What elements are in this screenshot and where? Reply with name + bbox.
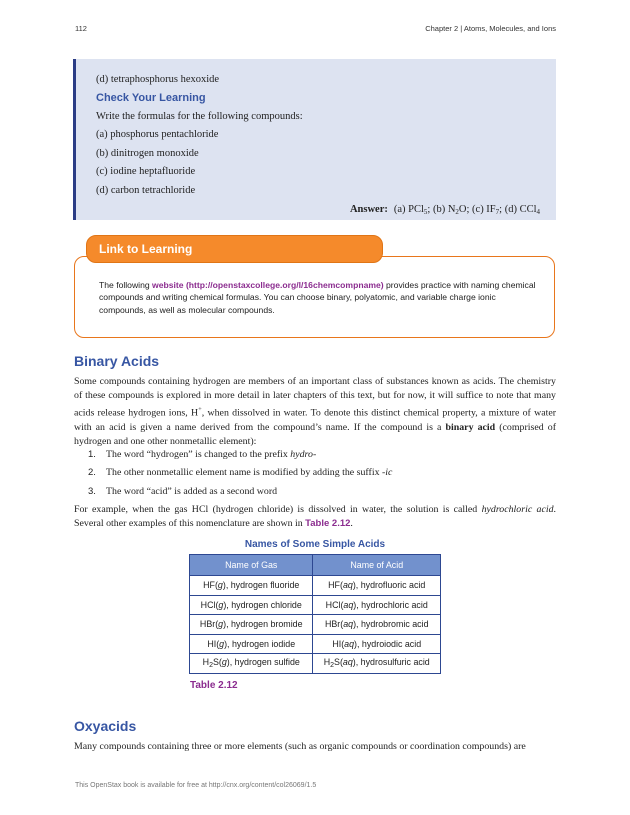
answer-label: Answer: <box>349 204 388 215</box>
table-reference-link[interactable]: Table 2.12 <box>305 518 351 530</box>
acid-cell: HI(aq), hydroiodic acid <box>313 634 441 654</box>
table-caption: Table 2.12 <box>190 680 238 691</box>
acid-cell: $H_2S(aq)$, hydrosulfuric acid <box>313 654 441 674</box>
gas-cell: HCl(g), hydrogen chloride <box>190 595 313 615</box>
answer-line: Answer: (a) PCl$_5$; (b) $N_2O$; (c) $IF_7$; (d) CCl$_4$ <box>349 204 540 216</box>
gas-cell: HF(g), hydrogen fluoride <box>190 576 313 596</box>
link-to-learning-box <box>74 256 555 338</box>
binary-acids-paragraph: Some compounds containing hydrogen are members of an important class of substances known as acids. The chemistry of these compounds is explored in more detail in later chapters of this text, but for now, it will suffice to note that many acids release hydrogen ions, H+, when dissolved in water. To denote this distinct chemical property, a mixture of water with an acid is given a name derived from the compound’s name. If the compound is a binary acid (comprised of hydrogen and one other nonmetallic element): <box>74 376 556 447</box>
binary-acids-heading: Binary Acids <box>74 353 160 369</box>
gas-cell: HI(g), hydrogen iodide <box>190 634 313 654</box>
oxyacids-heading: Oxyacids <box>74 718 137 734</box>
acid-cell: HBr(aq), hydrobromic acid <box>313 615 441 635</box>
check-prompt: Write the formulas for the following compounds: <box>96 111 303 122</box>
footer-text: This OpenStax book is available for free at http://cnx.org/content/col26069/1.5 <box>75 782 317 789</box>
table-row <box>190 654 441 674</box>
page-number: 112 <box>75 24 87 33</box>
table-row <box>190 595 441 615</box>
acid-cell: HF(aq), hydrofluoric acid <box>313 576 441 596</box>
check-item-a: (a) phosphorus pentachloride <box>96 129 219 140</box>
link-to-learning-title: Link to Learning <box>99 242 193 256</box>
list-item: 2. The other nonmetallic element name is modified by adding the suffix -ic <box>88 467 393 478</box>
acids-table <box>189 554 441 674</box>
column-header-acid: Name of Acid <box>313 555 441 576</box>
table-header-row <box>190 555 441 576</box>
list-item: 1. The word “hydrogen” is changed to the prefix hydro- <box>88 449 317 460</box>
table-title: Names of Some Simple Acids <box>244 539 386 550</box>
example-box <box>73 59 556 220</box>
table-row <box>190 615 441 635</box>
table-row <box>190 576 441 596</box>
link-to-learning-text: The following website (http://openstaxcollege.org/l/16chemcompname) provides practice with naming chemical compounds and writing chemical formulas. You can choose binary, polyatomic, and variable charge ionic compounds, as well as molecular compounds. <box>99 280 536 315</box>
check-item-d: (d) carbon tetrachloride <box>96 185 196 196</box>
column-header-gas: Name of Gas <box>190 555 313 576</box>
chapter-header: Chapter 2 | Atoms, Molecules, and Ions <box>425 24 556 33</box>
acid-cell: HCl(aq), hydrochloric acid <box>313 595 441 615</box>
gas-cell: $H_2S(g)$, hydrogen sulfide <box>190 654 313 674</box>
list-item: 3. The word “acid” is added as a second word <box>88 486 278 497</box>
check-item-c: (c) iodine heptafluoride <box>96 166 196 177</box>
check-item-b: (b) dinitrogen monoxide <box>96 148 199 159</box>
table-row <box>190 634 441 654</box>
example-item-d: (d) tetraphosphorus hexoxide <box>96 74 220 85</box>
example-paragraph: For example, when the gas HCl (hydrogen chloride) is dissolved in water, the solution is called hydrochloric acid. Several other examples of this nomenclature are shown in Table 2.12. <box>74 504 556 530</box>
check-your-learning-heading: Check Your Learning <box>96 92 206 104</box>
oxyacids-paragraph: Many compounds containing three or more elements (such as organic compounds or coordination compounds) are <box>74 741 526 752</box>
website-link[interactable]: website (http://openstaxcollege.org/l/16chemcompname) <box>152 280 384 290</box>
link-to-learning-tab <box>86 235 383 263</box>
gas-cell: HBr(g), hydrogen bromide <box>190 615 313 635</box>
